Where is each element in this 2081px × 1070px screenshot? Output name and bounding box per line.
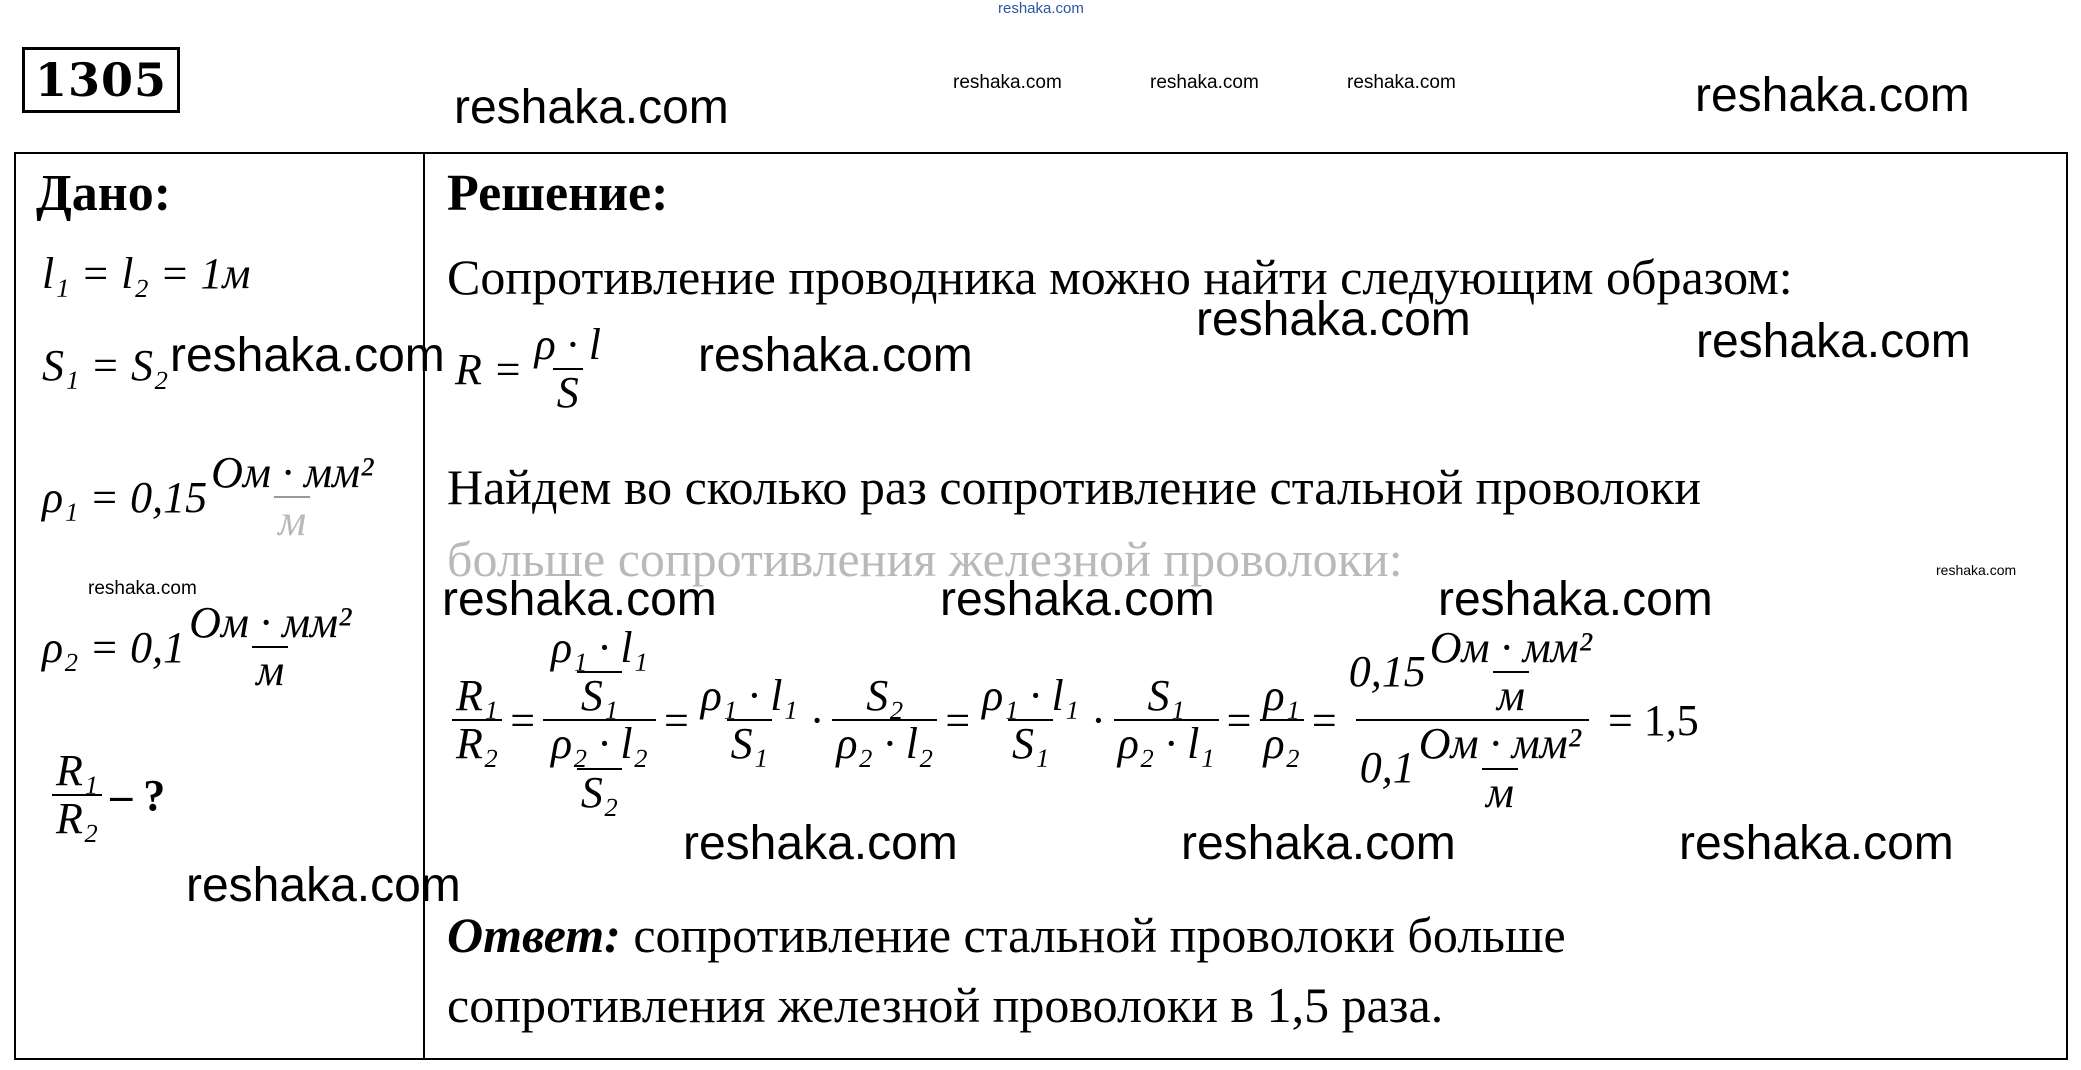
given-area: S₁ = S₂ xyxy=(42,341,169,390)
resistance-formula xyxy=(455,322,605,416)
rho2-unit-den: м xyxy=(252,646,288,694)
eq-f6-den: ρ₂ xyxy=(1260,719,1304,767)
watermark: reshaka.com xyxy=(940,573,1215,626)
rho1-unit-num: Ом · мм² xyxy=(211,448,374,497)
solution-line3: больше сопротивления железной проволоки: xyxy=(447,531,1403,587)
rho2-prefix: ρ₂ = 0,1 xyxy=(42,622,186,672)
eq-f7-top-unit xyxy=(1426,625,1596,719)
watermark: reshaka.com xyxy=(186,859,461,912)
watermark: reshaka.com xyxy=(698,329,973,382)
watermark: reshaka.com xyxy=(454,81,729,134)
watermark: reshaka.com xyxy=(1936,562,2017,578)
watermark: reshaka.com xyxy=(442,573,717,626)
formula-den: S xyxy=(553,368,583,416)
eq-f2-num: ρ₁ · l₁ xyxy=(700,671,798,721)
watermark: reshaka.com xyxy=(1679,817,1954,870)
watermark: reshaka.com xyxy=(1696,315,1971,368)
answer-label: Ответ: xyxy=(447,907,621,963)
formula-num: ρ · l xyxy=(534,320,601,369)
eq-complex-den xyxy=(543,719,656,815)
solution-line2: Найдем во сколько раз сопротивление стальной проволоки xyxy=(447,459,1701,515)
eq-f1-top-num: ρ₁ · l₁ xyxy=(551,623,648,672)
eq-complex-fraction xyxy=(543,625,656,816)
rho2-unit-fraction xyxy=(185,600,355,694)
watermark: reshaka.com xyxy=(170,329,445,382)
find-num: R₁ xyxy=(56,746,99,795)
answer-line2: сопротивления железной проволоки в 1,5 раза. xyxy=(447,977,1444,1033)
given-length: l₁ = l₂ = 1м xyxy=(42,249,251,298)
eq-lhs xyxy=(452,673,502,767)
eq-result: = 1,5 xyxy=(1607,695,1699,745)
eq-f7-top-num: Ом · мм² xyxy=(1429,623,1592,672)
eq-f5-den: ρ₂ · l₁ xyxy=(1114,719,1219,767)
watermark: reshaka.com xyxy=(88,578,197,599)
column-divider xyxy=(423,152,425,1060)
watermark: reshaka.com xyxy=(1196,293,1471,346)
given-rho1 xyxy=(42,450,377,544)
answer-line1 xyxy=(447,906,1566,964)
eq-inner-top xyxy=(547,625,652,719)
watermark: reshaka.com xyxy=(1438,573,1713,626)
solution-line1: Сопротивление проводника можно найти следующим образом: xyxy=(447,249,1793,305)
eq-f7-bot-unit xyxy=(1415,721,1585,815)
problem-number: 1305 xyxy=(22,47,180,113)
formula-lhs: R = xyxy=(455,344,523,394)
eq-f1-bot-den: S₂ xyxy=(577,768,622,816)
eq-f1-top-den: S₁ xyxy=(577,671,622,719)
watermark: reshaka.com xyxy=(1347,72,1456,93)
eq-f3 xyxy=(832,673,937,767)
rho1-unit-den: м xyxy=(274,496,310,544)
eq-f3-num: S₂ xyxy=(866,671,904,721)
given-find xyxy=(52,748,173,842)
eq-f4-den: S₁ xyxy=(1008,719,1053,767)
eq-f7-bot-den: м xyxy=(1482,768,1518,816)
eq-inner-bottom xyxy=(547,721,652,815)
given-rho2 xyxy=(42,600,355,694)
eq-f5-num: S₁ xyxy=(1147,671,1185,721)
eq-f1-bot-num: ρ₂ · l₂ xyxy=(551,719,648,769)
eq-f7-bot-num: Ом · мм² xyxy=(1418,719,1581,769)
eq-f4-num: ρ₁ · l₁ xyxy=(982,671,1080,721)
eq-f5 xyxy=(1114,673,1219,767)
watermark: reshaka.com xyxy=(953,72,1062,93)
find-den: R₂ xyxy=(52,794,102,842)
eq-f7-bot-prefix: 0,1 xyxy=(1359,743,1415,793)
ratio-equation: $\frac{\text{R₁}}{\text{R₂}}$ = $\frac{\frac{\text{ρ₁ · l₁}}{\text{S₁}}}{\frac{\text{ρ₂ · l₂}}{\text{S₂}}}$ = $\frac{\text{ρ₁ · l₁}}{\text{S₁}}$ · $\frac{\text{S₂}}{\text{ρ₂ · l₂}}$ = $\frac{\text{ρ₁ · l₁}}{\text{S₁}}$ · $\frac{\text{S₁}}{\text{ρ₂ · l₁}}$ = $\frac{\text{ρ₁}}{\text{ρ₂}}$ = 0,15 $\frac{\text{Ом · мм²}}{м}$ 0,1 $\frac{\text{Ом · мм²}}{м}$ = 1,5 xyxy=(452,625,1707,816)
eq-f3-den: ρ₂ · l₂ xyxy=(832,719,937,767)
eq-f7-top-den: м xyxy=(1493,671,1529,719)
watermark-top: reshaka.com xyxy=(998,0,1084,17)
eq-f7-top xyxy=(1345,625,1600,719)
eq-f4 xyxy=(978,673,1083,767)
eq-lhs-den: R₂ xyxy=(452,719,502,767)
watermark: reshaka.com xyxy=(683,817,958,870)
eq-f7-bottom xyxy=(1356,719,1589,815)
answer-text1: сопротивление стальной проволоки больше xyxy=(633,907,1566,963)
eq-f7 xyxy=(1345,625,1600,816)
rho2-unit-num: Ом · мм² xyxy=(189,598,352,647)
rho1-unit-fraction xyxy=(207,450,377,544)
find-suffix: – ? xyxy=(110,770,166,820)
rho1-prefix: ρ₁ = 0,15 xyxy=(42,472,208,522)
watermark: reshaka.com xyxy=(1150,72,1259,93)
eq-lhs-num: R₁ xyxy=(456,671,499,721)
eq-f2-den: S₁ xyxy=(727,719,772,767)
find-fraction xyxy=(52,748,102,842)
eq-f7-top-prefix: 0,15 xyxy=(1348,647,1426,697)
formula-fraction xyxy=(531,322,605,416)
given-heading: Дано: xyxy=(36,165,172,222)
solution-heading: Решение: xyxy=(447,165,669,222)
watermark: reshaka.com xyxy=(1181,817,1456,870)
eq-f6 xyxy=(1260,673,1304,767)
eq-f2 xyxy=(697,673,802,767)
eq-complex-num xyxy=(543,625,656,719)
eq-f6-num: ρ₁ xyxy=(1263,671,1300,721)
watermark: reshaka.com xyxy=(1695,69,1970,122)
